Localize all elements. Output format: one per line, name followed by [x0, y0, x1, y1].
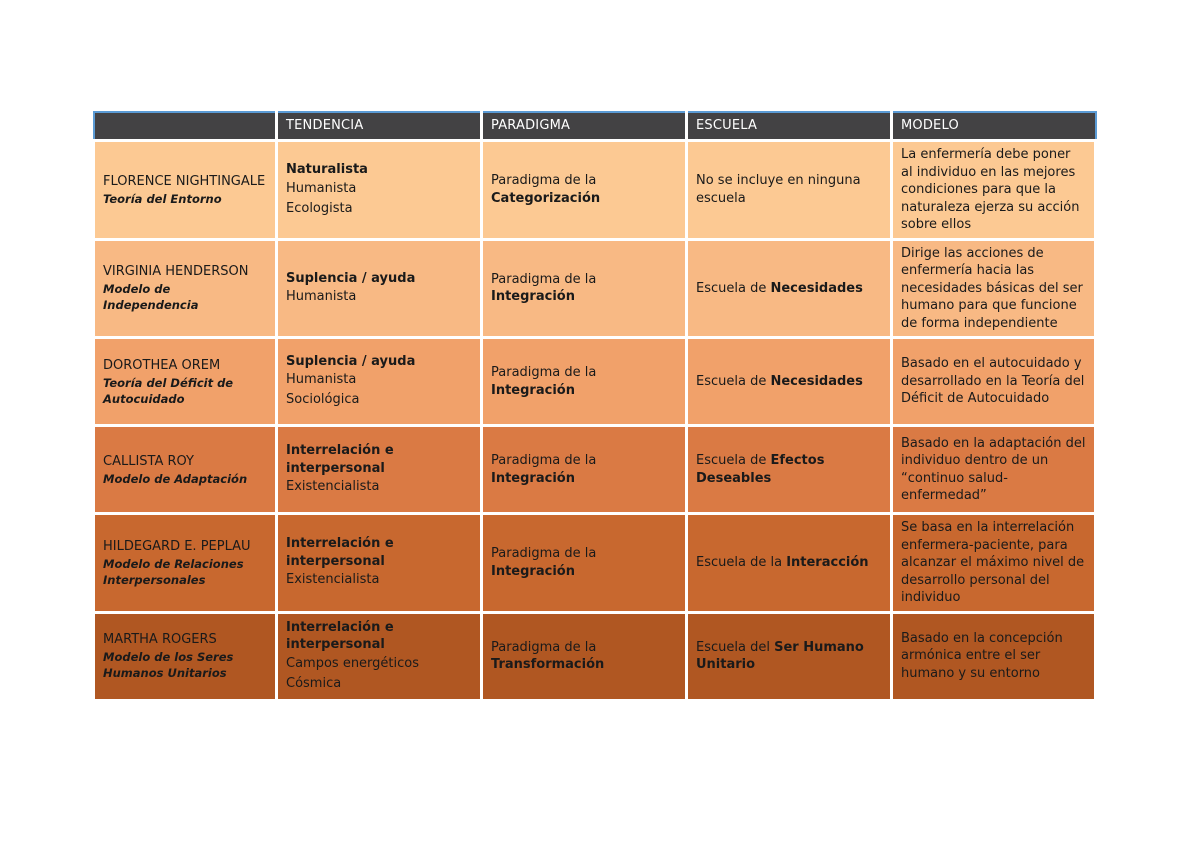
tendencia-sub: Existencialista — [286, 572, 380, 588]
tendencia-sub: Existencialista — [286, 479, 380, 494]
author-name: FLORENCE NIGHTINGALE — [103, 173, 266, 189]
author-cell — [94, 426, 277, 514]
escuela-text: No se incluye en ninguna escuela — [696, 173, 861, 206]
tendencia-cell — [277, 612, 482, 700]
paradigma-prefix: Paradigma de la — [491, 453, 597, 468]
table-row — [94, 338, 1096, 426]
header-paradigma: PARADIGMA — [482, 112, 687, 141]
author-cell — [94, 338, 277, 426]
escuela-cell — [687, 612, 892, 700]
tendencia-sub: Humanista — [286, 372, 357, 388]
author-name: MARTHA ROGERS — [103, 632, 217, 647]
escuela-name: Ser Humano Unitario — [696, 639, 864, 672]
tendencia-sub: Sociológica — [286, 392, 360, 408]
paradigma-cell — [482, 514, 687, 613]
tendencia-cell — [277, 141, 482, 240]
escuela-name: Necesidades — [770, 373, 863, 389]
paradigma-name: Integración — [491, 289, 575, 305]
header-modelo: MODELO — [892, 112, 1096, 141]
tendencia-sub: Cósmica — [286, 675, 342, 691]
paradigma-name: Transformación — [491, 657, 605, 672]
author-theory: Modelo de Adaptación — [103, 471, 248, 486]
modelo-text: La enfermería debe poner al individuo en las mejores condiciones para que la naturaleza ejerza su acción sobre ellos — [901, 147, 1080, 232]
paradigma-cell — [482, 426, 687, 514]
modelo-text: Se basa en la interrelación enfermera-paciente, para alcanzar el máximo nivel de desarrollo personal del individuo — [901, 520, 1085, 605]
table-row — [94, 426, 1096, 514]
paradigma-cell — [482, 141, 687, 240]
table-row — [94, 239, 1096, 338]
author-cell — [94, 514, 277, 613]
escuela-cell — [687, 426, 892, 514]
paradigma-cell — [482, 612, 687, 700]
tendencia-cell — [277, 239, 482, 338]
modelo-text: Dirige las acciones de enfermería hacia las necesidades básicas del ser humano para que funcione de forma independiente — [901, 245, 1083, 331]
modelo-cell — [892, 338, 1096, 426]
paradigma-prefix: Paradigma de la — [491, 365, 597, 380]
nursing-theories-table — [92, 111, 1097, 702]
paradigma-name: Integración — [491, 563, 575, 579]
author-name: HILDEGARD E. PEPLAU — [103, 538, 251, 554]
paradigma-cell — [482, 338, 687, 426]
tendencia-sub: Ecologista — [286, 200, 353, 216]
paradigma-cell — [482, 239, 687, 338]
escuela-cell — [687, 338, 892, 426]
tendencia-cell — [277, 426, 482, 514]
tendencia-main: Interrelación e interpersonal — [286, 536, 394, 569]
escuela-prefix: Escuela de — [696, 280, 767, 296]
author-name: DOROTHEA OREM — [103, 357, 221, 373]
header-tendencia: TENDENCIA — [277, 112, 482, 141]
modelo-cell — [892, 426, 1096, 514]
modelo-cell — [892, 141, 1096, 240]
modelo-cell — [892, 514, 1096, 613]
table-header-row — [94, 112, 1096, 141]
modelo-text: Basado en el autocuidado y desarrollado en la Teoría del Déficit de Autocuidado — [901, 356, 1085, 407]
escuela-prefix: Escuela de — [696, 373, 767, 389]
tendencia-sub: Humanista — [286, 180, 357, 196]
escuela-name: Necesidades — [770, 280, 863, 296]
modelo-text: Basado en la concepción armónica entre el ser humano y su entorno — [901, 630, 1063, 681]
escuela-prefix: Escuela del — [696, 639, 770, 655]
header-escuela: ESCUELA — [687, 112, 892, 141]
paradigma-name: Integración — [491, 470, 575, 486]
author-theory: Teoría del Déficit de Autocuidado — [103, 375, 234, 406]
author-theory: Modelo de Independencia — [103, 282, 199, 313]
escuela-cell — [687, 239, 892, 338]
tendencia-sub: Humanista — [286, 289, 357, 304]
tendencia-main: Suplencia / ayuda — [286, 353, 416, 369]
escuela-name: Efectos Deseables — [696, 453, 825, 486]
table-row — [94, 514, 1096, 613]
author-cell — [94, 239, 277, 338]
tendencia-cell — [277, 338, 482, 426]
author-theory: Teoría del Entorno — [103, 191, 222, 206]
escuela-cell — [687, 141, 892, 240]
author-name: VIRGINIA HENDERSON — [103, 264, 249, 280]
tendencia-cell — [277, 514, 482, 613]
author-cell — [94, 141, 277, 240]
escuela-prefix: Escuela de la — [696, 555, 783, 570]
table-row — [94, 612, 1096, 700]
author-cell — [94, 612, 277, 700]
paradigma-prefix: Paradigma de la — [491, 639, 597, 655]
paradigma-prefix: Paradigma de la — [491, 546, 597, 562]
tendencia-main: Naturalista — [286, 162, 368, 177]
paradigma-name: Integración — [491, 382, 575, 398]
tendencia-main: Suplencia / ayuda — [286, 270, 416, 286]
tendencia-sub: Campos energéticos — [286, 655, 420, 671]
author-theory: Modelo de Relaciones Interpersonales — [103, 556, 244, 587]
tendencia-main: Interrelación e interpersonal — [286, 443, 394, 476]
paradigma-prefix: Paradigma de la — [491, 271, 597, 287]
escuela-name: Interacción — [786, 555, 869, 570]
paradigma-name: Categorización — [491, 190, 601, 206]
paradigma-prefix: Paradigma de la — [491, 173, 597, 189]
escuela-cell — [687, 514, 892, 613]
header-author — [94, 112, 277, 141]
author-theory: Modelo de los Seres Humanos Unitarios — [103, 650, 234, 680]
tendencia-main: Interrelación e interpersonal — [286, 619, 394, 652]
escuela-prefix: Escuela de — [696, 453, 767, 468]
modelo-text: Basado en la adaptación del individuo dentro de un “continuo salud-enfermedad” — [901, 435, 1086, 503]
table-row — [94, 141, 1096, 240]
modelo-cell — [892, 239, 1096, 338]
author-name: CALLISTA ROY — [103, 453, 194, 469]
modelo-cell — [892, 612, 1096, 700]
